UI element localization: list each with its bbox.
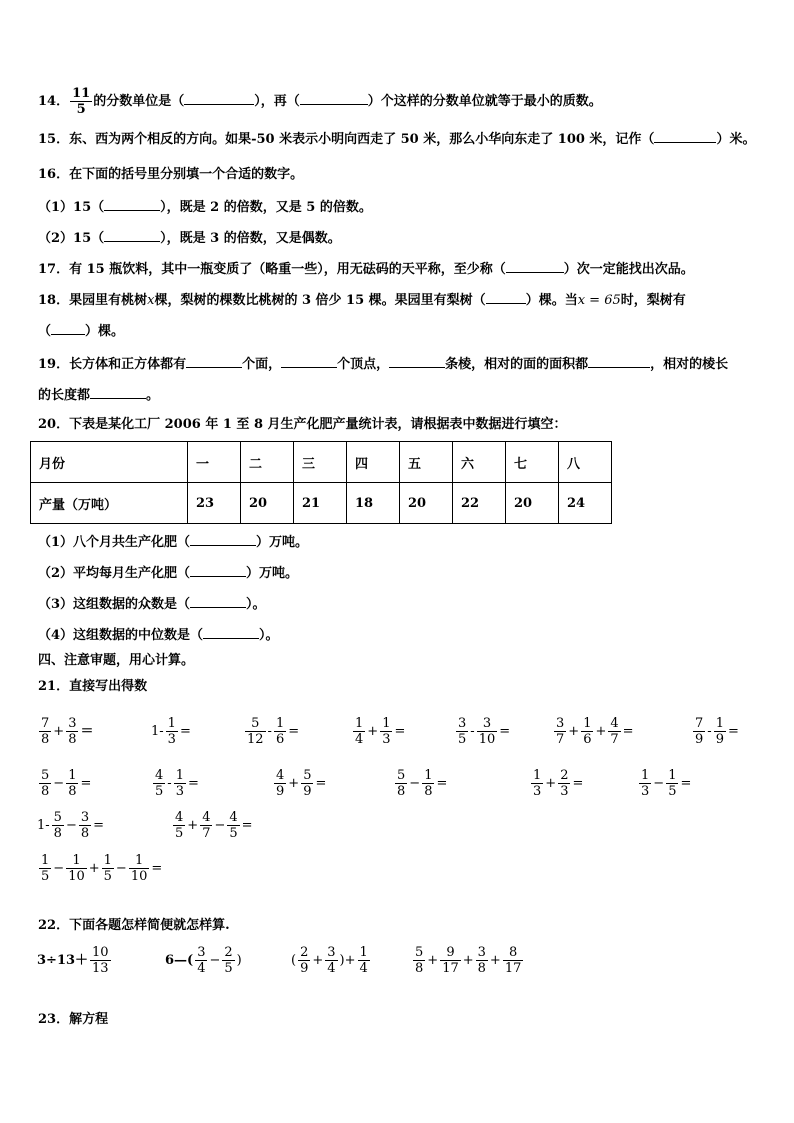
numerator: 1 <box>103 853 112 868</box>
numerator: 3 <box>477 716 498 732</box>
operator: = <box>187 776 199 791</box>
answer-blank[interactable] <box>506 258 564 273</box>
denominator: 6 <box>275 732 285 747</box>
fraction <box>90 945 111 976</box>
operator: + <box>462 953 474 968</box>
answer-blank[interactable] <box>51 320 85 335</box>
operator: = <box>288 724 300 739</box>
denominator: 7 <box>556 732 565 747</box>
expression <box>152 768 200 799</box>
denominator: 3 <box>167 732 176 747</box>
fraction <box>639 768 651 799</box>
question-20: 20．下表是某化工厂 2006 年 1 至 8 月生产化肥产量统计表，请根据表中数据进行填空： <box>38 417 567 432</box>
denominator: 10 <box>478 732 496 747</box>
question-23: 23．解方程 <box>38 1012 109 1027</box>
denominator: 3 <box>533 784 542 799</box>
question-18: 18．果园里有桃树x棵，梨树的棵数比桃树的 3 倍少 15 棵。果园里有梨树（ ）棵。当x = 65时，梨树有 <box>38 289 686 311</box>
denominator: 10 <box>130 869 148 884</box>
expression <box>150 716 192 747</box>
operator: + <box>367 724 379 739</box>
answer-blank[interactable] <box>654 128 716 143</box>
question-21: 21．直接写出得数 <box>38 679 148 694</box>
numerator: 1 <box>275 716 285 731</box>
denominator: 4 <box>355 732 364 747</box>
denominator: 8 <box>68 784 77 799</box>
question-16-1: （1）15（ ），既是 2 的倍数，又是 5 的倍数。 <box>38 196 372 218</box>
section-4-title: 四、注意审题，用心计算。 <box>38 653 195 668</box>
question-15: 15．东、西为两个相反的方向。如果-50 米表示小明向西走了 50 米，那么小华向东走了 100 米，记作（ ）米。 <box>38 128 755 150</box>
operator: + <box>568 724 580 739</box>
denominator: 9 <box>695 732 704 747</box>
fraction <box>102 853 114 884</box>
numerator: 10 <box>92 945 109 960</box>
expression <box>172 810 254 841</box>
expression <box>352 716 406 747</box>
numerator: 7 <box>41 716 50 731</box>
operator: + <box>88 861 100 876</box>
operator: - <box>470 724 475 739</box>
fraction <box>245 716 266 747</box>
answer-blank[interactable] <box>588 353 650 368</box>
expression <box>164 945 243 976</box>
operator: − <box>214 818 226 833</box>
denominator: 9 <box>715 732 724 747</box>
denominator: 7 <box>610 732 619 747</box>
operator: − <box>209 953 221 968</box>
question-14: 14． $\frac{11}{5}$ 的分数单位是（ ），再（ ）个这样的分数单位就等于最小的质数。 <box>38 86 602 117</box>
numerator: 2 <box>224 945 233 960</box>
numerator: 5 <box>41 768 50 783</box>
denominator: 8 <box>397 784 406 799</box>
table-cell: 产量（万吨） <box>31 483 188 524</box>
denominator: 5 <box>229 826 238 841</box>
operator: + <box>489 953 501 968</box>
numerator: 3 <box>458 716 467 731</box>
numerator: 1 <box>355 716 364 731</box>
fraction <box>153 768 165 799</box>
fraction <box>129 853 150 884</box>
denominator: 5 <box>175 826 184 841</box>
table-cell: 22 <box>453 483 506 524</box>
numerator: 4 <box>276 768 285 783</box>
table-cell: 四 <box>347 442 400 483</box>
operator: = <box>572 776 584 791</box>
answer-blank[interactable] <box>186 353 242 368</box>
answer-blank[interactable] <box>184 90 254 105</box>
operator: - <box>167 776 172 791</box>
fraction <box>39 716 51 747</box>
numerator: 3 <box>556 716 565 731</box>
fraction <box>70 86 92 117</box>
denominator: 9 <box>276 784 285 799</box>
table-cell: 20 <box>506 483 559 524</box>
question-17: 17．有 15 瓶饮料，其中一瓶变质了（略重一些），用无砝码的天平称，至少称（ ）次一定能找出次品。 <box>38 258 694 280</box>
numerator: 1 <box>359 945 368 960</box>
operator: − <box>53 776 65 791</box>
table-cell: 23 <box>188 483 241 524</box>
question-19-line2: 的长度都 。 <box>38 384 159 406</box>
operator: = <box>80 776 92 791</box>
operator: 1- <box>151 724 164 739</box>
fraction <box>476 945 488 976</box>
fraction <box>298 945 310 976</box>
numerator: 1 <box>641 768 650 783</box>
answer-blank[interactable] <box>190 562 246 577</box>
fraction <box>200 810 212 841</box>
denominator: 7 <box>202 826 211 841</box>
numerator: 3 <box>477 945 486 960</box>
expression <box>394 768 448 799</box>
numerator: 4 <box>229 810 238 825</box>
fraction <box>325 945 337 976</box>
table-cell: 月份 <box>31 442 188 483</box>
question-20-1: （1）八个月共生产化肥（ ）万吨。 <box>38 531 308 553</box>
numerator: 5 <box>415 945 424 960</box>
fraction <box>227 810 239 841</box>
fraction <box>358 945 370 976</box>
numerator: 1 <box>424 768 433 783</box>
operator: = <box>727 724 739 739</box>
operator: - <box>707 724 712 739</box>
fraction <box>413 945 425 976</box>
expression <box>38 716 94 747</box>
operator: + <box>545 776 557 791</box>
expression <box>553 716 635 747</box>
operator: + <box>595 724 607 739</box>
operator: )+ <box>339 953 356 968</box>
table-cell: 五 <box>400 442 453 483</box>
operator: + <box>312 953 324 968</box>
answer-blank[interactable] <box>486 289 526 304</box>
denominator: 8 <box>41 732 50 747</box>
operator: + <box>288 776 300 791</box>
expression <box>455 716 511 747</box>
operator: ＝ <box>80 724 94 739</box>
operator: = <box>436 776 448 791</box>
table-row <box>31 483 612 524</box>
fraction <box>66 716 78 747</box>
numerator: 5 <box>245 716 266 732</box>
operator: − <box>115 861 127 876</box>
denominator: 5 <box>41 869 50 884</box>
denominator: 8 <box>80 826 90 841</box>
operator: ) <box>236 953 242 968</box>
numerator: 5 <box>397 768 406 783</box>
numerator: 3 <box>68 716 77 731</box>
fraction <box>195 945 207 976</box>
answer-blank[interactable] <box>190 531 256 546</box>
numerator: 11 <box>72 86 91 101</box>
fraction <box>39 853 51 884</box>
fraction <box>456 716 468 747</box>
fraction <box>554 716 566 747</box>
numerator: 5 <box>303 768 312 783</box>
numerator: 4 <box>175 810 184 825</box>
fraction <box>503 945 524 976</box>
denominator: 17 <box>442 961 459 976</box>
fraction <box>166 716 178 747</box>
numerator: 1 <box>715 716 724 731</box>
operator: = <box>241 818 253 833</box>
table-cell: 七 <box>506 442 559 483</box>
table-cell: 18 <box>347 483 400 524</box>
answer-blank[interactable] <box>104 227 160 242</box>
question-19: 19．长方体和正方体都有 个面， 个顶点， 条棱，相对的面的面积都 ，相对的棱长 <box>38 353 728 375</box>
expression <box>530 768 584 799</box>
table-cell: 20 <box>400 483 453 524</box>
denominator: 5 <box>155 784 164 799</box>
denominator: 8 <box>68 732 77 747</box>
operator: = <box>179 724 191 739</box>
table-cell: 六 <box>453 442 506 483</box>
denominator: 4 <box>359 961 368 976</box>
numerator: 1 <box>167 716 176 731</box>
operator: − <box>65 818 77 833</box>
question-20-4: （4）这组数据的中位数是（ ）。 <box>38 624 279 646</box>
expression <box>692 716 740 747</box>
numerator: 2 <box>300 945 309 960</box>
denominator: 3 <box>382 732 391 747</box>
question-20-2: （2）平均每月生产化肥（ ）万吨。 <box>38 562 298 584</box>
numerator: 5 <box>53 810 62 825</box>
operator: 1- <box>37 818 50 833</box>
expression <box>290 945 371 976</box>
table-cell: 一 <box>188 442 241 483</box>
denominator: 3 <box>641 784 650 799</box>
operator: = <box>93 818 105 833</box>
table-cell: 二 <box>241 442 294 483</box>
denominator: 10 <box>68 869 85 884</box>
table-cell: 24 <box>559 483 612 524</box>
numerator: 7 <box>695 716 704 731</box>
operator: 6—( <box>165 953 194 968</box>
numerator: 3 <box>197 945 206 960</box>
numerator: 2 <box>560 768 569 783</box>
question-16-2: （2）15（ ），既是 3 的倍数，又是偶数。 <box>38 227 341 249</box>
fraction <box>608 716 620 747</box>
fraction <box>440 945 461 976</box>
numerator: 1 <box>68 768 77 783</box>
numerator: 1 <box>583 716 592 731</box>
question-20-3: （3）这组数据的众数是（ ）。 <box>38 593 266 615</box>
fraction <box>395 768 407 799</box>
numerator: 8 <box>503 945 524 961</box>
operator: − <box>53 861 65 876</box>
fraction <box>666 768 678 799</box>
numerator: 3 <box>80 810 90 825</box>
numerator: 1 <box>129 853 150 869</box>
answer-blank[interactable] <box>203 624 259 639</box>
expression <box>412 945 524 976</box>
numerator: 1 <box>175 768 184 783</box>
fraction <box>353 716 365 747</box>
numerator: 1 <box>382 716 391 731</box>
table-cell: 21 <box>294 483 347 524</box>
fraction <box>52 810 64 841</box>
numerator: 4 <box>155 768 164 783</box>
numerator: 4 <box>610 716 619 731</box>
denominator: 17 <box>504 961 522 976</box>
table-row <box>31 442 612 483</box>
numerator: 4 <box>202 810 211 825</box>
operator: = <box>151 861 163 876</box>
fraction <box>222 945 234 976</box>
expression <box>38 768 92 799</box>
fraction <box>693 716 705 747</box>
operator: + <box>53 724 65 739</box>
fraction <box>173 810 185 841</box>
expression <box>244 716 300 747</box>
numerator: 1 <box>41 853 50 868</box>
fraction <box>274 768 286 799</box>
answer-blank[interactable] <box>389 353 445 368</box>
question-16: 16．在下面的括号里分别填一个合适的数字。 <box>38 167 304 182</box>
production-table <box>30 441 612 524</box>
denominator: 8 <box>41 784 50 799</box>
operator: - <box>267 724 272 739</box>
denominator: 8 <box>415 961 424 976</box>
expression <box>36 810 105 841</box>
denominator: 5 <box>103 869 112 884</box>
fraction <box>477 716 498 747</box>
fraction <box>301 768 313 799</box>
denominator: 5 <box>668 784 677 799</box>
fraction <box>422 768 434 799</box>
fraction <box>558 768 570 799</box>
question-22: 22．下面各题怎样简便就怎样算. <box>38 918 230 933</box>
fraction <box>581 716 593 747</box>
numerator: 1 <box>668 768 677 783</box>
numerator: 9 <box>440 945 461 961</box>
table-cell: 三 <box>294 442 347 483</box>
operator: = <box>680 776 692 791</box>
denominator: 5 <box>76 102 86 117</box>
denominator: 3 <box>560 784 569 799</box>
operator: = <box>499 724 511 739</box>
denominator: 9 <box>303 784 312 799</box>
expression <box>36 945 112 976</box>
operator: − <box>409 776 421 791</box>
fraction <box>380 716 392 747</box>
answer-blank[interactable] <box>281 353 337 368</box>
expression <box>273 768 327 799</box>
denominator: 8 <box>477 961 486 976</box>
denominator: 8 <box>424 784 433 799</box>
denominator: 8 <box>53 826 62 841</box>
answer-blank[interactable] <box>104 196 160 211</box>
answer-blank[interactable] <box>300 90 368 105</box>
answer-blank[interactable] <box>90 384 146 399</box>
denominator: 4 <box>327 961 336 976</box>
table-cell: 八 <box>559 442 612 483</box>
denominator: 4 <box>197 961 206 976</box>
denominator: 13 <box>92 961 109 976</box>
fraction <box>39 768 51 799</box>
denominator: 5 <box>224 961 233 976</box>
fraction <box>274 716 286 747</box>
fraction <box>174 768 186 799</box>
operator: + <box>187 818 199 833</box>
expression <box>638 768 692 799</box>
expression <box>38 853 163 884</box>
operator: + <box>427 953 439 968</box>
table-cell: 20 <box>241 483 294 524</box>
fraction <box>66 768 78 799</box>
numerator: 1 <box>66 853 87 869</box>
denominator: 3 <box>175 784 184 799</box>
fraction <box>714 716 726 747</box>
operator: − <box>653 776 665 791</box>
fraction <box>66 853 87 884</box>
denominator: 9 <box>300 961 309 976</box>
fraction <box>79 810 91 841</box>
fraction <box>531 768 543 799</box>
numerator: 1 <box>533 768 542 783</box>
operator: = <box>315 776 327 791</box>
denominator: 12 <box>247 732 264 747</box>
operator: = <box>394 724 406 739</box>
denominator: 6 <box>583 732 592 747</box>
answer-blank[interactable] <box>190 593 246 608</box>
operator: 3÷13＋ <box>37 953 89 968</box>
denominator: 5 <box>458 732 467 747</box>
question-18-line2: （ ）棵。 <box>38 320 124 342</box>
operator: = <box>622 724 634 739</box>
numerator: 3 <box>327 945 336 960</box>
operator: ( <box>291 953 297 968</box>
